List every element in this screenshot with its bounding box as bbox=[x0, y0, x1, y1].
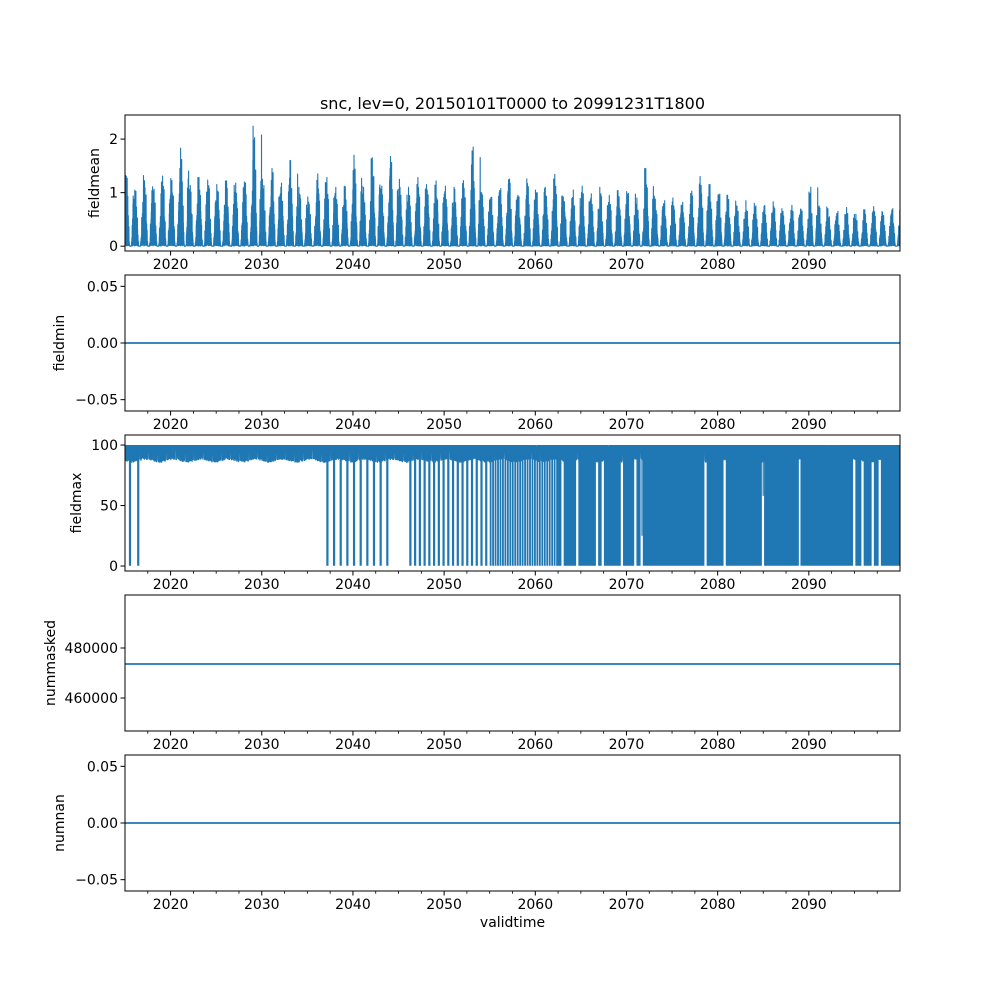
x-tick-label: 2040 bbox=[335, 257, 371, 273]
x-tick-label: 2060 bbox=[517, 577, 554, 593]
x-tick-label: 2070 bbox=[608, 257, 645, 273]
x-tick-label: 2080 bbox=[699, 417, 736, 433]
ylabel-nummasked: nummasked bbox=[42, 619, 59, 707]
ylabel-fieldmean: fieldmean bbox=[87, 148, 104, 218]
x-tick-label: 2040 bbox=[335, 737, 371, 753]
y-tick-label: 0 bbox=[109, 239, 118, 256]
zero-dips bbox=[327, 454, 387, 566]
ylabel-fieldmin: fieldmin bbox=[51, 314, 68, 372]
y-tick-label: 50 bbox=[100, 498, 118, 515]
x-tick-label: 2080 bbox=[699, 257, 736, 273]
series-fieldmax bbox=[125, 445, 900, 566]
x-tick-label: 2070 bbox=[608, 417, 645, 433]
y-tick-label: 100 bbox=[91, 438, 118, 455]
x-tick-label: 2020 bbox=[152, 737, 189, 753]
x-tick-label: 2060 bbox=[517, 897, 554, 913]
x-tick-label: 2030 bbox=[243, 257, 280, 273]
x-tick-label: 2090 bbox=[791, 577, 827, 593]
x-tick-label: 2020 bbox=[152, 897, 189, 913]
x-tick-label: 2090 bbox=[791, 257, 827, 273]
x-tick-label: 2030 bbox=[243, 417, 280, 433]
x-tick-label: 2090 bbox=[791, 417, 827, 433]
y-tick-label: 460000 bbox=[64, 691, 118, 707]
x-tick-label: 2060 bbox=[517, 417, 554, 433]
x-tick-label: 2030 bbox=[243, 897, 280, 913]
zero-dips bbox=[491, 454, 557, 566]
chart-title: snc, lev=0, 20150101T0000 to 20991231T1800 bbox=[319, 94, 706, 113]
x-tick-label: 2030 bbox=[243, 737, 280, 753]
y-tick-label: −0.05 bbox=[75, 392, 118, 409]
x-tick-label: 2040 bbox=[335, 417, 371, 433]
y-tick-label: 0 bbox=[109, 559, 118, 576]
x-tick-label: 2070 bbox=[608, 577, 645, 593]
x-tick-label: 2020 bbox=[152, 577, 189, 593]
x-tick-label: 2050 bbox=[426, 737, 462, 753]
seasonal-line bbox=[125, 126, 900, 246]
x-tick-label: 2050 bbox=[426, 577, 462, 593]
x-tick-label: 2020 bbox=[152, 257, 189, 273]
x-tick-label: 2080 bbox=[699, 897, 736, 913]
y-tick-label: 0.00 bbox=[86, 336, 118, 352]
x-tick-label: 2040 bbox=[335, 577, 371, 593]
x-tick-label: 2050 bbox=[426, 897, 462, 913]
x-tick-label: 2070 bbox=[608, 897, 645, 913]
x-tick-label: 2070 bbox=[608, 737, 645, 753]
zero-dips bbox=[130, 454, 138, 566]
y-tick-label: 2 bbox=[109, 132, 118, 149]
y-tick-label: 0.05 bbox=[86, 759, 118, 776]
x-tick-label: 2050 bbox=[426, 257, 462, 273]
x-tick-label: 2090 bbox=[791, 897, 827, 913]
x-tick-label: 2060 bbox=[517, 737, 554, 753]
y-tick-label: 0.00 bbox=[86, 816, 118, 832]
y-tick-label: 1 bbox=[109, 185, 118, 202]
x-tick-label: 2020 bbox=[152, 417, 189, 433]
x-tick-label: 2050 bbox=[426, 417, 462, 433]
x-axis-label: validtime bbox=[479, 915, 546, 931]
x-tick-label: 2080 bbox=[699, 577, 736, 593]
x-tick-label: 2060 bbox=[517, 257, 554, 273]
ylabel-fieldmax: fieldmax bbox=[69, 472, 86, 534]
x-tick-label: 2090 bbox=[791, 737, 827, 753]
y-tick-label: −0.05 bbox=[75, 872, 118, 889]
x-tick-label: 2040 bbox=[335, 897, 371, 913]
ylabel-numnan: numnan bbox=[51, 794, 68, 852]
axes-frame bbox=[125, 595, 900, 731]
y-tick-label: 0.05 bbox=[86, 279, 118, 296]
zero-dips bbox=[558, 454, 899, 566]
zero-dips bbox=[410, 454, 486, 566]
y-tick-label: 480000 bbox=[64, 641, 118, 657]
x-tick-label: 2030 bbox=[243, 577, 280, 593]
series-fieldmean bbox=[125, 126, 900, 246]
x-tick-label: 2080 bbox=[699, 737, 736, 753]
